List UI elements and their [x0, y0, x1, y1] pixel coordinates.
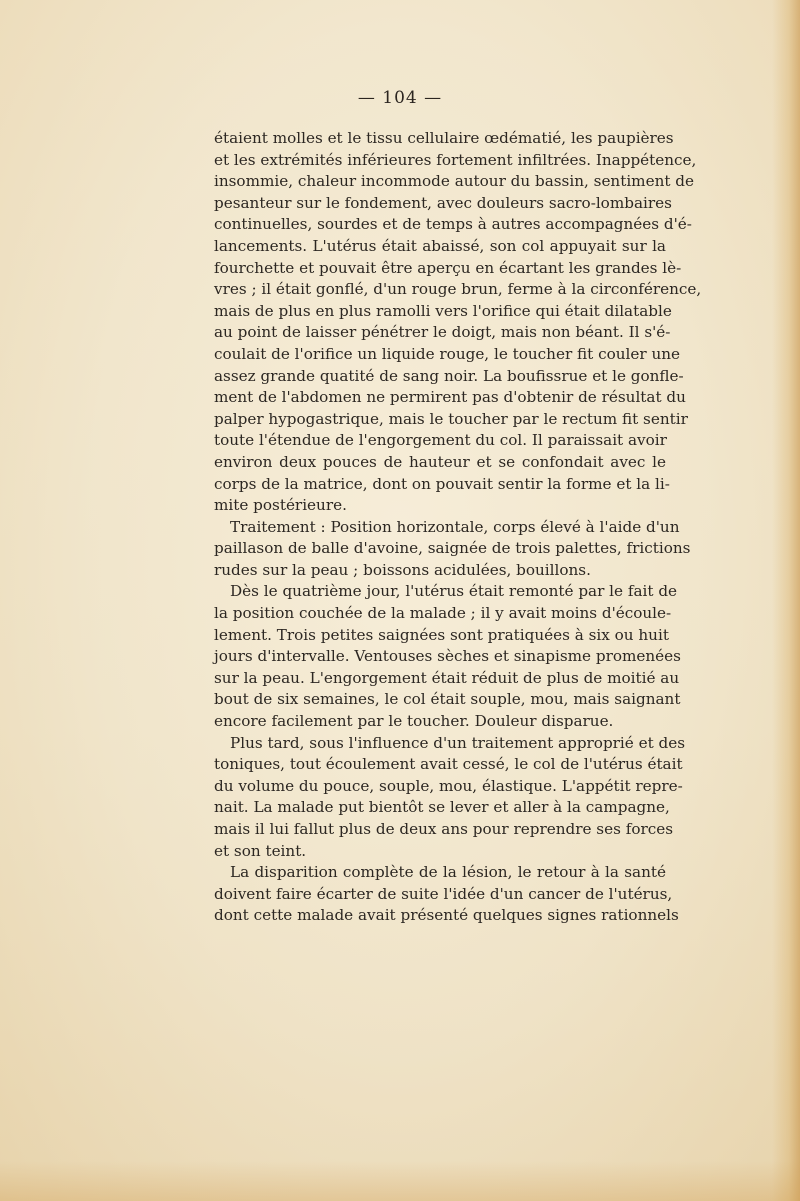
text-line: la position couchée de la malade ; il y avait moins d'écoule-	[214, 604, 672, 623]
text-line: Dès le quatrième jour, l'utérus était remonté par le fait de	[230, 582, 678, 601]
text-line: lancements. L'utérus était abaissé, son col appuyait sur la	[214, 236, 666, 255]
text-line: fourchette et pouvait être aperçu en écartant les grandes lè-	[214, 258, 682, 277]
text-line: doivent faire écarter de suite l'idée d'un cancer de l'utérus,	[214, 884, 673, 903]
text-line: mais de plus en plus ramolli vers l'orifice qui était dilatable	[214, 301, 672, 320]
text-line: La disparition complète de la lésion, le retour à la santé	[230, 863, 666, 882]
text-line: mite postérieure.	[214, 496, 347, 515]
text-line: étaient molles et le tissu cellulaire œdématié, les paupières	[214, 129, 674, 147]
text-line: environ deux pouces de hauteur et se confondait avec le	[214, 452, 666, 471]
page-number: — 104 —	[357, 88, 443, 108]
text-line: palper hypogastrique, mais le toucher par le rectum fit sentir	[214, 409, 688, 428]
text-line: rudes sur la peau ; boissons acidulées, bouillons.	[214, 560, 591, 579]
text-line: Plus tard, sous l'influence d'un traitement approprié et des	[230, 733, 686, 752]
text-line: bout de six semaines, le col était souple, mou, mais saignant	[214, 690, 681, 709]
text-line: continuelles, sourdes et de temps à autres accompagnées d'é-	[214, 215, 692, 234]
text-line: dont cette malade avait présenté quelques signes rationnels	[214, 906, 679, 925]
text-line: toute l'étendue de l'engorgement du col. Il paraissait avoir	[214, 431, 667, 450]
text-line: ment de l'abdomen ne permirent pas d'obtenir de résultat du	[214, 388, 686, 407]
text-line: lement. Trois petites saignées sont pratiquées à six ou huit	[214, 625, 669, 644]
text-line: toniques, tout écoulement avait cessé, le col de l'utérus était	[214, 755, 683, 774]
text-line: sur la peau. L'engorgement était réduit de plus de moitié au	[214, 668, 680, 687]
text-line: Traitement : Position horizontale, corps élevé à l'aide d'un	[230, 517, 680, 536]
body-text	[214, 128, 702, 927]
text-line: corps de la matrice, dont on pouvait sentir la forme et la li-	[214, 474, 670, 493]
page-bottom-stain	[0, 1161, 800, 1201]
text-line: assez grande quatité de sang noir. La boufissrue et le gonfle-	[214, 366, 684, 385]
text-line: encore facilement par le toucher. Douleur disparue.	[214, 712, 614, 731]
text-line: vres ; il était gonflé, d'un rouge brun, ferme à la circonférence,	[214, 280, 702, 299]
text-line: au point de laisser pénétrer le doigt, mais non béant. Il s'é-	[214, 323, 671, 342]
text-line: paillason de balle d'avoine, saignée de trois palettes, frictions	[214, 539, 691, 558]
page-edge-stain	[772, 0, 800, 1201]
text-line: et les extrémités inférieures fortement infiltrées. Inappétence,	[214, 150, 697, 169]
text-line: jours d'intervalle. Ventouses sèches et sinapisme promenées	[214, 647, 681, 666]
text-line: du volume du pouce, souple, mou, élastique. L'appétit repre-	[214, 776, 683, 795]
text-line: coulait de l'orifice un liquide rouge, le toucher fit couler une	[214, 344, 681, 363]
text-line: nait. La malade put bientôt se lever et aller à la campagne,	[214, 798, 670, 817]
text-line: mais il lui fallut plus de deux ans pour reprendre ses forces	[214, 820, 674, 838]
text-line: insommie, chaleur incommode autour du bassin, sentiment de	[214, 172, 694, 191]
text-line: et son teint.	[214, 841, 307, 860]
text-line: pesanteur sur le fondement, avec douleurs sacro-lombaires	[214, 193, 672, 212]
